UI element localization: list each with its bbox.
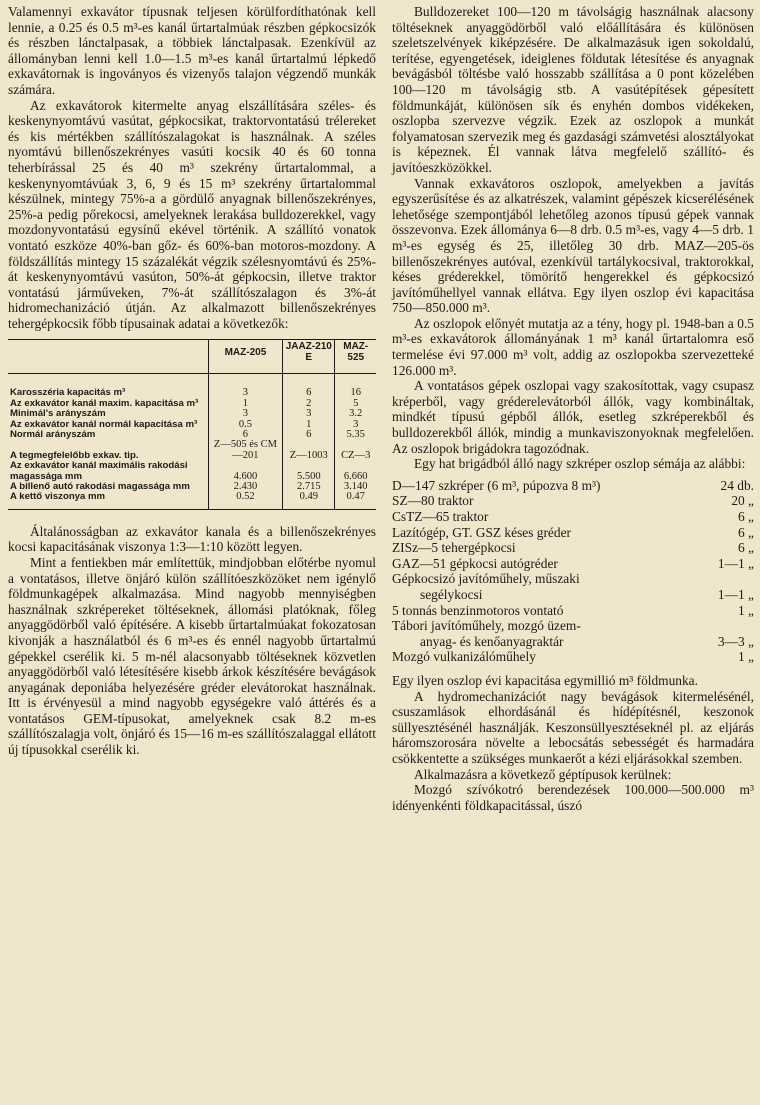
- equipment-list: [392, 478, 754, 665]
- cell-value: 3.140: [335, 482, 376, 492]
- item-count: 1 „: [738, 602, 754, 618]
- right-column: [392, 4, 754, 813]
- item-name: Lazítógép, GT. GSZ késes gréder: [392, 524, 571, 540]
- list-item: [392, 540, 754, 556]
- row-label: Az exkavátor kanál maxim. kapacitása m³: [10, 397, 199, 409]
- table-header: MAZ-525: [335, 340, 376, 373]
- list-item: [392, 618, 754, 634]
- item-name: Mozgó vulkanizálóműhely: [392, 649, 536, 665]
- item-name: ZISz—5 tehergépkocsi: [392, 540, 516, 556]
- table-row: [8, 440, 376, 461]
- cell-value: 5: [335, 399, 376, 409]
- item-count: 6 „: [738, 509, 754, 524]
- item-count: 1—1 „: [717, 586, 754, 602]
- paragraph: Az exkavátorok kitermelte anyag elszállítására széles- és keskenynyomtávú vasútat, gépkocsikat, traktorvontatású trélereket és kis mértékben szállítószalagokat is használnak. A széles nyomtávú billenőszekrényes vasúti kocsik 40 és 60 tonna teherbírással 25 és 40 m³ szekrény űrtartalommal, a keskenynyomtávúak 3, 6, 9 és 15 m³ szekrény űrtartalommal készülnek, mintegy 75%-a a gördülő anyagnak billenőszekrényes, 25%-a pedig pőrekocsi, amelyeknek lerakása bulldozerekkel, vagy mozdonyvontatású egysínű ekével történik. A szállító vonatok vontató eszköze 40%-ban gőz- és 60%-ban motoros-mozdony. A földszállítás mintegy 15 százalékát végzik szélesnyomtávú és 25%-át keskenynyomtávú vasúton, 50%-át gépkocsin, illetve traktor vontatású járműveken, 7%-át szállítószalagon és 3%-át hidromechanizáció útján. Az alkalmazott billenőszekrényes tehergépkocsik főbb típusainak adatai a következők:: [8, 97, 376, 331]
- item-count: 3—3 „: [717, 633, 754, 649]
- paragraph: Az oszlopok előnyét mutatja az a tény, hogy pl. 1948-ban a 0.5 m³-es exkavátorok állományának 1 m³ kanál űrtartalomra eső termelése évi 97.000 m³ volt, addig az oszlopokba szervezetteké 126.000 m³.: [392, 315, 754, 378]
- list-item: [392, 634, 754, 650]
- cell-value: 6.660: [335, 461, 376, 482]
- item-name: segélykocsi: [420, 586, 483, 602]
- table-row: [8, 374, 376, 399]
- item-name: SZ—80 traktor: [392, 493, 474, 509]
- item-name: Gépkocsizó javítóműhely, műszaki: [392, 571, 580, 587]
- item-name: Tábori javítóműhely, mozgó üzem-: [392, 618, 581, 634]
- list-item: [392, 478, 754, 494]
- cell-value: 3: [335, 420, 376, 430]
- cell-value: Z—505 és CM—201: [208, 440, 282, 461]
- row-label: A kettő viszonya mm: [10, 491, 106, 503]
- item-name: GAZ—51 gépkocsi autógréder: [392, 555, 558, 571]
- item-count: 6 „: [738, 540, 754, 556]
- truck-data-table: [8, 340, 376, 508]
- cell-value: 6: [208, 430, 282, 440]
- cell-value: 3: [283, 409, 335, 419]
- cell-value: 2.430: [208, 482, 282, 492]
- paragraph: Bulldozereket 100—120 m távolságig használnak alacsony töltéseknek anyaggödörből való előállítására és különösen szeletszelvények kiképzésére. De alkalmazásuk igen sokoldalú, terítése, egyengetések, ideiglenes földutak létesítése és anyagnak bevágásból töltésbe való hosszabb szállítása a 0 pont közelében 100—120 m távolságig stb. A vasútépítések gépesített földmunkáját, különösen sík és enyhén dombos vidékeken, oszlopba szervezve végzik. Ezek az oszlopok a munkát folyamatosan szervezik meg és gazdasági számvetési alosztályokat is képeznek. Él vannak látva megfelelő szállító- és javítóeszközökkel.: [392, 4, 754, 175]
- cell-value: 0.52: [208, 492, 282, 508]
- row-label: Az exkavátor kanál maximális rakodási magassága mm: [10, 460, 188, 482]
- table-row: [8, 492, 376, 508]
- row-label: A tegmegfelelőbb exkav. tip.: [10, 449, 139, 461]
- item-name: 5 tonnás benzinmotoros vontató: [392, 602, 564, 618]
- paragraph: A hydromechanizációt nagy bevágások kitermelésénél, csuszamlások elhordásánál és hídépítésnél, keszonok süllyesztésénél használják. Keszonsüllyesztéseknél pl. az eljárás háromszorosára növelte a lebocsátás sebességét és harmadára csökkentette a szükséges munkaerőt a kézi eljárásokkal szemben.: [392, 688, 754, 766]
- paragraph: Valamennyi exkavátor típusnak teljesen körülfordíthatónak kell lennie, a 0.25 és 0.5 m³-es kanál űrtartalmúak részben gépkocsizók és részben lánctalpasak, a többiek lánctalpasak. Ezenkívül az állományban lenni kell 1.0—1.5 m³-es kanál űrtartalmú lépkedő exkavátornak is ingoványos és vizenyős talajon végzendő munkák számára.: [8, 4, 376, 97]
- table-bottom-rule: [8, 509, 376, 510]
- cell-value: CZ—3: [335, 440, 376, 461]
- table-header: JAAZ-210 E: [283, 340, 335, 373]
- paragraph: Mint a fentiekben már említettük, mindjobban előtérbe nyomul a vontatásos, illetve önjáró külön szállítóeszközöket nem igénylő földmunkagépek alkalmazása. Mind nagyobb mennyiségben használnak szkrépereket töltéseknek, állomási platóknak, főleg anyaggödörből való építésére. A kisebb űrtartalmúakat fokozatosan kivonják a használatból és 6 m³-es és ennél nagyobb űrtartalmú gépekkel cserélik ki. 5 m-nél alacsonyabb töltéseknek közvetlen anyaggödörből való létesítésére kisebb árkok készítésére bevágások anyagának deponiába helyezésére gréder elevátorokat használnak. Itt is érvényesül a mind nagyobb egységekre való áttérés és a vontatásos GEM-típusokat, amelyeknek csak 8.2 m-es szállítószalagja volt, önjáró és 15—16 m-es szállítószalaggal ellátott új típusokkal cserélik ki.: [8, 554, 376, 758]
- table-row: [8, 430, 376, 440]
- item-count: 1 „: [738, 649, 754, 665]
- cell-value: 3: [208, 374, 282, 399]
- cell-value: 1: [208, 399, 282, 409]
- cell-value: 0.5: [208, 420, 282, 430]
- table-row: [8, 409, 376, 419]
- left-column: [8, 4, 376, 758]
- cell-value: 6: [283, 430, 335, 440]
- row-label: Az exkavátor kanál normál kapacitása m³: [10, 418, 198, 430]
- list-item: [392, 571, 754, 587]
- paragraph: Egy hat brigádból álló nagy szkréper oszlop sémája az alábbi:: [414, 456, 746, 472]
- row-label: Karosszéria kapacitás m³: [10, 387, 126, 399]
- cell-value: 1: [283, 420, 335, 430]
- cell-value: 5.35: [335, 430, 376, 440]
- list-item: [392, 493, 754, 509]
- item-name: D—147 szkréper (6 m³, púpozva 8 m³): [392, 477, 601, 493]
- table-corner: [8, 340, 208, 373]
- item-count: 20 „: [731, 493, 754, 509]
- row-label: A billenő autó rakodási magassága mm: [10, 480, 190, 492]
- paragraph: Általánosságban az exkavátor kanala és a billenőszekrényes kocsi kapacitásának viszonya 1:3—1:10 között legyen.: [8, 523, 376, 555]
- item-name: CsTZ—65 traktor: [392, 509, 489, 524]
- list-item: [392, 509, 754, 525]
- row-label: Minimál's arányszám: [10, 408, 106, 420]
- cell-value: 6: [283, 374, 335, 399]
- cell-value: 0.49: [283, 492, 335, 508]
- list-item: [392, 525, 754, 541]
- table-row: [8, 461, 376, 482]
- table-header: MAZ-205: [208, 340, 282, 373]
- item-count: 6 „: [738, 524, 754, 540]
- cell-value: 0.47: [335, 492, 376, 508]
- row-label: Normál arányszám: [10, 428, 96, 440]
- table-body: [8, 374, 376, 509]
- cell-value: 3: [208, 409, 282, 419]
- cell-value: 16: [335, 374, 376, 399]
- cell-value: 5.500: [283, 461, 335, 482]
- paragraph: Vannak exkavátoros oszlopok, amelyekben a javítás egyszerűsítése és az alkatrészek, valamint gépészek kicserélésének lehetősége szempontjából lehetőleg azonos típusú gépek vannak összevonva. Ezek állománya 6—8 drb. 0.5 m³-es, vagy 4—5 drb. 1 m³-es egység és 25, illetőleg 30 drb. MAZ—205-ös billenőszekrényes autóval, ezenkívül tartálykocsival, traktorokkal, késes gréderekkel, tömörítő hengerekkel és gépkocsizó javítóműhellyel vannak ellátva. Egy ilyen oszlop évi kapacitása 750—850.000 m³.: [392, 175, 754, 316]
- list-item: [392, 587, 754, 603]
- cell-value: 3.2: [335, 409, 376, 419]
- list-item: [392, 649, 754, 665]
- cell-value: 2.715: [283, 482, 335, 492]
- list-item: [392, 556, 754, 572]
- item-count: 24 db.: [720, 477, 754, 493]
- list-item: [392, 603, 754, 619]
- paragraph: A vontatásos gépek oszlopai vagy szakosítottak, vagy csupasz kréperből, vagy gréderelevátorból állók, vagy kombináltak, mindkét típusú gépből állók, esetleg szkréperekből és bulldozerekből állók, mindig a munkaviszonyoknak megfelelően. Az oszlopok brigádokra tagozódnak.: [392, 378, 754, 456]
- item-count: 1—1 „: [717, 555, 754, 571]
- paragraph: Alkalmazásra a következő géptípusok kerülnek:: [414, 766, 672, 782]
- paragraph: Egy ilyen oszlop évi kapacitása egymillió m³ földmunka.: [392, 672, 698, 688]
- cell-value: 2: [283, 399, 335, 409]
- cell-value: Z—1003: [283, 440, 335, 461]
- item-name: anyag- és kenőanyagraktár: [420, 633, 564, 649]
- paragraph: Mozgó szívókotró berendezések 100.000—500.000 m³ idényenkénti földkapacitással, úszó: [392, 782, 754, 813]
- cell-value: 4.600: [208, 461, 282, 482]
